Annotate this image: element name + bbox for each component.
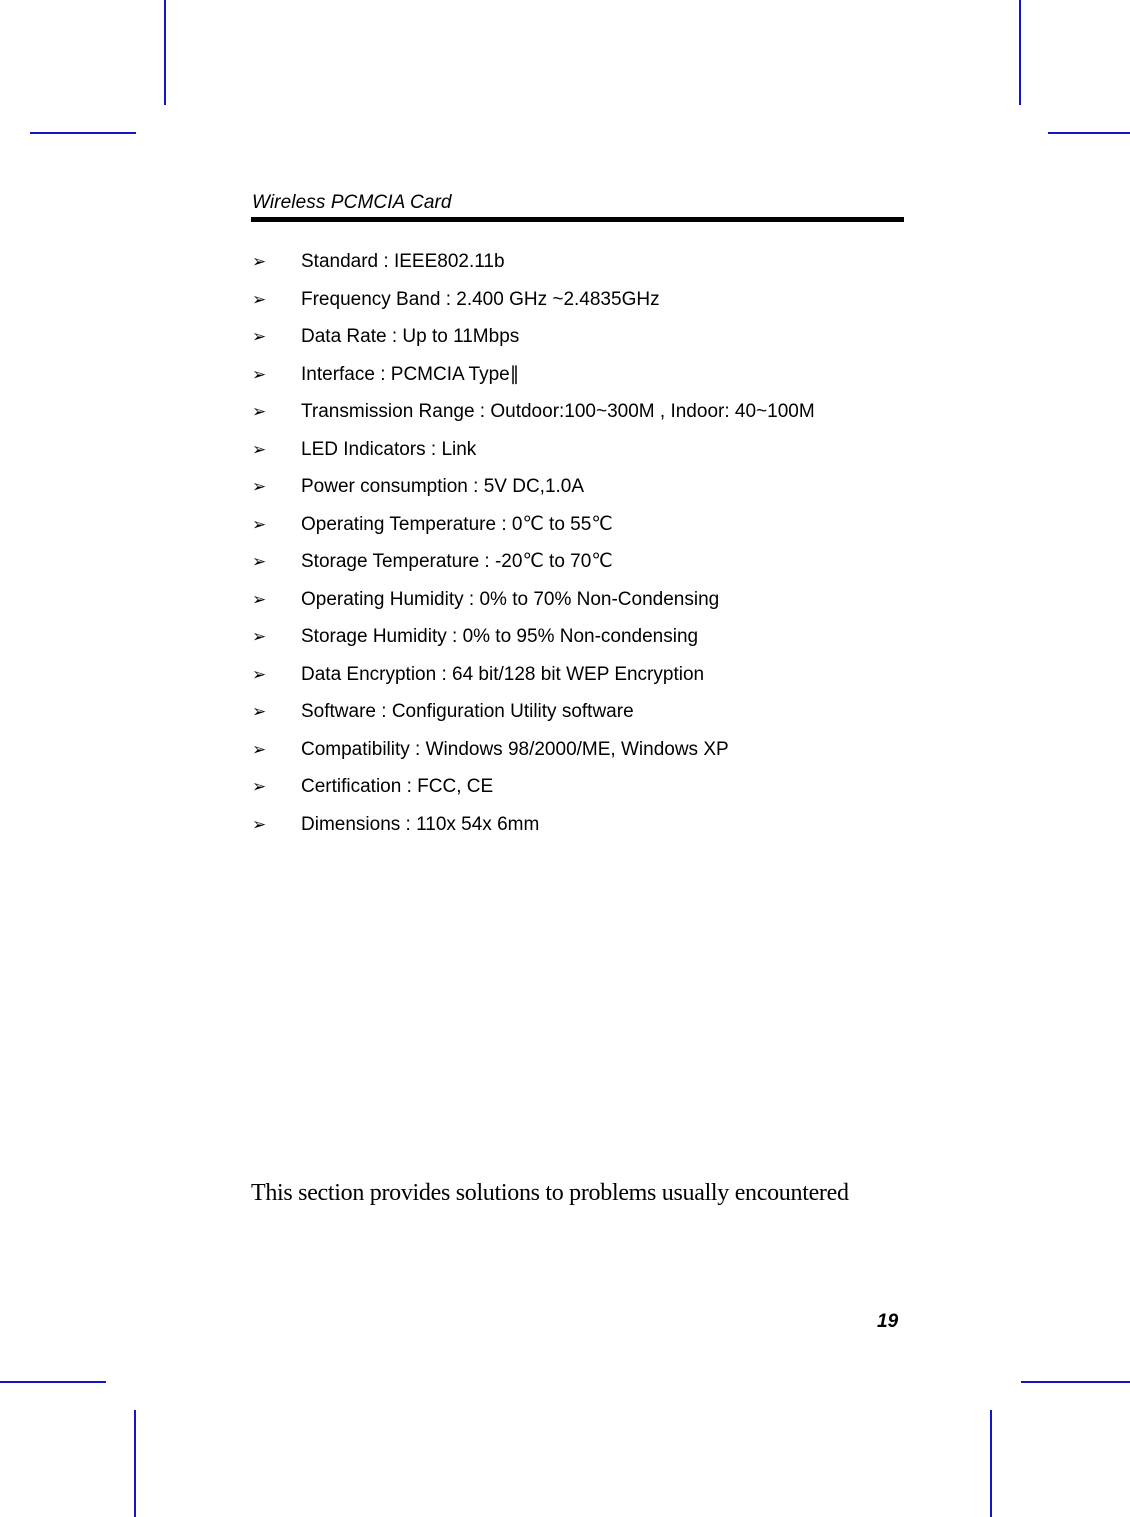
spec-item-storage-temperature [252, 548, 815, 586]
arrow-bullet-icon: ➢ [252, 477, 267, 497]
section-intro-text: This section provides solutions to problems usually encountered [251, 1180, 849, 1206]
spec-text: Transmission Range : Outdoor:100~300M , Indoor: 40~100M [301, 401, 815, 422]
arrow-bullet-icon: ➢ [252, 439, 267, 460]
arrow-bullet-icon: ➢ [252, 364, 267, 385]
spec-text: Interface : PCMCIA Type∥ [301, 363, 520, 385]
crop-mark-bottom-left-vertical [134, 1410, 136, 1517]
crop-mark-bottom-left-horizontal [0, 1381, 106, 1383]
spec-text: LED Indicators : Link [301, 438, 477, 460]
spec-list [252, 248, 815, 848]
spec-item-data-encryption [252, 661, 815, 699]
spec-item-data-rate [252, 323, 815, 361]
spec-item-power-consumption [252, 473, 815, 511]
spec-text: Operating Humidity : 0% to 70% Non-Condensing [301, 588, 720, 610]
arrow-bullet-icon: ➢ [252, 289, 267, 310]
spec-text: Power consumption : 5V DC,1.0A [301, 476, 585, 497]
arrow-bullet-icon: ➢ [252, 514, 267, 535]
arrow-bullet-icon: ➢ [252, 627, 267, 647]
arrow-bullet-icon: ➢ [252, 664, 267, 685]
crop-mark-bottom-right-vertical [990, 1410, 992, 1517]
crop-mark-top-left-horizontal [30, 132, 136, 134]
header-rule [251, 217, 904, 222]
arrow-bullet-icon: ➢ [252, 402, 267, 422]
page-number: 19 [877, 1311, 899, 1332]
arrow-bullet-icon: ➢ [252, 702, 267, 722]
spec-text: Certification : FCC, CE [301, 776, 494, 797]
crop-mark-bottom-right-horizontal [1021, 1381, 1130, 1383]
spec-item-operating-humidity [252, 586, 815, 624]
spec-text: Compatibility : Windows 98/2000/ME, Windows XP [301, 738, 729, 760]
spec-text: Software : Configuration Utility software [301, 701, 634, 722]
spec-item-certification [252, 773, 815, 811]
arrow-bullet-icon: ➢ [252, 552, 267, 572]
arrow-bullet-icon: ➢ [252, 252, 267, 272]
arrow-bullet-icon: ➢ [252, 814, 267, 835]
spec-text: Dimensions : 110x 54x 6mm [301, 813, 540, 835]
spec-item-software [252, 698, 815, 736]
spec-item-compatibility [252, 736, 815, 774]
crop-mark-top-right-horizontal [1048, 132, 1130, 134]
spec-item-storage-humidity [252, 623, 815, 661]
spec-text: Data Encryption : 64 bit/128 bit WEP Encryption [301, 663, 705, 685]
spec-item-standard [252, 248, 815, 286]
spec-item-interface [252, 361, 815, 399]
spec-item-dimensions [252, 811, 815, 849]
crop-mark-top-left-vertical [164, 0, 166, 105]
arrow-bullet-icon: ➢ [252, 777, 267, 797]
spec-text: Frequency Band : 2.400 GHz ~2.4835GHz [301, 288, 660, 310]
spec-item-led-indicators [252, 436, 815, 474]
arrow-bullet-icon: ➢ [252, 589, 267, 610]
spec-text: Operating Temperature : 0℃ to 55℃ [301, 513, 613, 535]
spec-text: Storage Temperature : -20℃ to 70℃ [301, 551, 613, 572]
spec-item-transmission-range [252, 398, 815, 436]
spec-item-frequency-band [252, 286, 815, 324]
spec-text: Storage Humidity : 0% to 95% Non-condensing [301, 626, 699, 647]
spec-item-operating-temperature [252, 511, 815, 549]
running-header: Wireless PCMCIA Card [252, 192, 452, 213]
spec-text: Standard : IEEE802.11b [301, 251, 505, 272]
arrow-bullet-icon: ➢ [252, 739, 267, 760]
arrow-bullet-icon: ➢ [252, 327, 267, 347]
spec-text: Data Rate : Up to 11Mbps [301, 326, 520, 347]
crop-mark-top-right-vertical [1019, 0, 1021, 105]
